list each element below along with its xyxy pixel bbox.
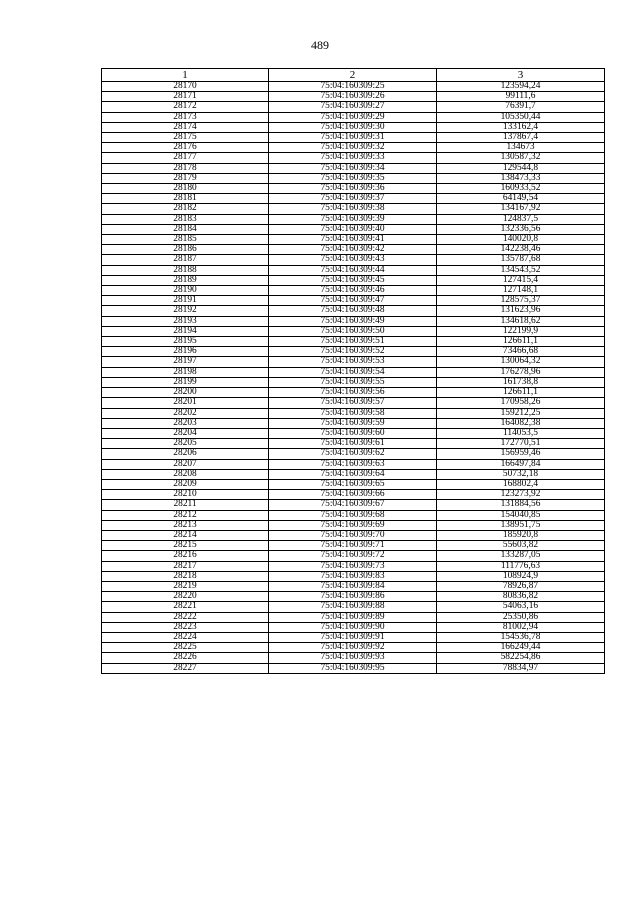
table-row [102, 347, 605, 357]
row-number-cell: 28200 [102, 388, 269, 398]
row-number-cell: 28184 [102, 224, 269, 234]
row-number-cell: 28192 [102, 306, 269, 316]
value-cell: 123273,92 [437, 490, 605, 500]
table-row [102, 102, 605, 112]
cadastral-number-cell: 75:04:160309:33 [269, 153, 437, 163]
value-cell: 132336,56 [437, 224, 605, 234]
row-number-cell: 28205 [102, 439, 269, 449]
cadastral-number-cell: 75:04:160309:62 [269, 449, 437, 459]
table-row [102, 367, 605, 377]
table-row [102, 408, 605, 418]
value-cell: 142238,46 [437, 245, 605, 255]
row-number-cell: 28188 [102, 265, 269, 275]
row-number-cell: 28170 [102, 82, 269, 92]
value-cell: 108924,9 [437, 571, 605, 581]
table-row [102, 602, 605, 612]
table-row [102, 255, 605, 265]
row-number-cell: 28201 [102, 398, 269, 408]
row-number-cell: 28202 [102, 408, 269, 418]
value-cell: 133287,05 [437, 551, 605, 561]
row-number-cell: 28206 [102, 449, 269, 459]
cadastral-number-cell: 75:04:160309:83 [269, 571, 437, 581]
row-number-cell: 28220 [102, 592, 269, 602]
cadastral-number-cell: 75:04:160309:56 [269, 388, 437, 398]
value-cell: 111776,63 [437, 561, 605, 571]
table-row [102, 571, 605, 581]
row-number-cell: 28212 [102, 510, 269, 520]
value-cell: 73466,68 [437, 347, 605, 357]
value-cell: 80836,82 [437, 592, 605, 602]
cadastral-number-cell: 75:04:160309:60 [269, 428, 437, 438]
cadastral-number-cell: 75:04:160309:27 [269, 102, 437, 112]
row-number-cell: 28196 [102, 347, 269, 357]
value-cell: 126611,1 [437, 337, 605, 347]
column-header-2: 2 [269, 69, 437, 82]
row-number-cell: 28223 [102, 622, 269, 632]
value-cell: 161738,8 [437, 377, 605, 387]
row-number-cell: 28215 [102, 541, 269, 551]
table-row [102, 592, 605, 602]
table-row [102, 398, 605, 408]
row-number-cell: 28189 [102, 275, 269, 285]
cadastral-number-cell: 75:04:160309:89 [269, 612, 437, 622]
cadastral-number-cell: 75:04:160309:91 [269, 632, 437, 642]
cadastral-number-cell: 75:04:160309:73 [269, 561, 437, 571]
row-number-cell: 28191 [102, 296, 269, 306]
table-row [102, 82, 605, 92]
value-cell: 114053,5 [437, 428, 605, 438]
value-cell: 122199,9 [437, 326, 605, 336]
cadastral-number-cell: 75:04:160309:46 [269, 286, 437, 296]
cadastral-number-cell: 75:04:160309:65 [269, 479, 437, 489]
value-cell: 133162,4 [437, 122, 605, 132]
table-row [102, 500, 605, 510]
row-number-cell: 28181 [102, 194, 269, 204]
value-cell: 134673 [437, 143, 605, 153]
cadastral-number-cell: 75:04:160309:84 [269, 581, 437, 591]
value-cell: 128575,37 [437, 296, 605, 306]
cadastral-number-cell: 75:04:160309:42 [269, 245, 437, 255]
value-cell: 138473,33 [437, 173, 605, 183]
cadastral-number-cell: 75:04:160309:50 [269, 326, 437, 336]
table-row [102, 173, 605, 183]
table-row [102, 490, 605, 500]
row-number-cell: 28176 [102, 143, 269, 153]
value-cell: 166249,44 [437, 643, 605, 653]
cadastral-number-cell: 75:04:160309:25 [269, 82, 437, 92]
table-row [102, 643, 605, 653]
row-number-cell: 28174 [102, 122, 269, 132]
row-number-cell: 28198 [102, 367, 269, 377]
cadastral-number-cell: 75:04:160309:52 [269, 347, 437, 357]
value-cell: 170958,26 [437, 398, 605, 408]
cadastral-number-cell: 75:04:160309:26 [269, 92, 437, 102]
row-number-cell: 28211 [102, 500, 269, 510]
row-number-cell: 28190 [102, 286, 269, 296]
row-number-cell: 28221 [102, 602, 269, 612]
value-cell: 78926,87 [437, 581, 605, 591]
table-row [102, 153, 605, 163]
row-number-cell: 28171 [102, 92, 269, 102]
table-row [102, 184, 605, 194]
row-number-cell: 28186 [102, 245, 269, 255]
table-row [102, 275, 605, 285]
value-cell: 131623,96 [437, 306, 605, 316]
table-row [102, 632, 605, 642]
row-number-cell: 28217 [102, 561, 269, 571]
table-row [102, 224, 605, 234]
table-row [102, 612, 605, 622]
value-cell: 140020,8 [437, 235, 605, 245]
row-number-cell: 28218 [102, 571, 269, 581]
table-row [102, 510, 605, 520]
row-number-cell: 28194 [102, 326, 269, 336]
value-cell: 54063,16 [437, 602, 605, 612]
row-number-cell: 28219 [102, 581, 269, 591]
cadastral-number-cell: 75:04:160309:47 [269, 296, 437, 306]
value-cell: 64149,54 [437, 194, 605, 204]
cadastral-number-cell: 75:04:160309:90 [269, 622, 437, 632]
cadastral-number-cell: 75:04:160309:29 [269, 112, 437, 122]
cadastral-number-cell: 75:04:160309:95 [269, 663, 437, 673]
value-cell: 160933,52 [437, 184, 605, 194]
cadastral-number-cell: 75:04:160309:37 [269, 194, 437, 204]
table-row [102, 316, 605, 326]
cadastral-number-cell: 75:04:160309:72 [269, 551, 437, 561]
table-row [102, 306, 605, 316]
table-row [102, 388, 605, 398]
cadastral-number-cell: 75:04:160309:63 [269, 459, 437, 469]
value-cell: 168802,4 [437, 479, 605, 489]
row-number-cell: 28182 [102, 204, 269, 214]
cadastral-number-cell: 75:04:160309:69 [269, 520, 437, 530]
cadastral-number-cell: 75:04:160309:92 [269, 643, 437, 653]
data-table [101, 68, 605, 674]
table-row [102, 235, 605, 245]
value-cell: 25350,86 [437, 612, 605, 622]
table-row [102, 122, 605, 132]
table-row [102, 418, 605, 428]
value-cell: 164082,38 [437, 418, 605, 428]
value-cell: 134167,92 [437, 204, 605, 214]
value-cell: 127148,1 [437, 286, 605, 296]
value-cell: 137867,4 [437, 133, 605, 143]
cadastral-number-cell: 75:04:160309:49 [269, 316, 437, 326]
table-row [102, 561, 605, 571]
table-row [102, 326, 605, 336]
value-cell: 78834,97 [437, 663, 605, 673]
row-number-cell: 28187 [102, 255, 269, 265]
value-cell: 185920,8 [437, 530, 605, 540]
table-row [102, 214, 605, 224]
cadastral-number-cell: 75:04:160309:68 [269, 510, 437, 520]
cadastral-number-cell: 75:04:160309:43 [269, 255, 437, 265]
value-cell: 582254,86 [437, 653, 605, 663]
cadastral-number-cell: 75:04:160309:66 [269, 490, 437, 500]
cadastral-number-cell: 75:04:160309:71 [269, 541, 437, 551]
row-number-cell: 28193 [102, 316, 269, 326]
table-row [102, 469, 605, 479]
value-cell: 138951,75 [437, 520, 605, 530]
table-row [102, 204, 605, 214]
cadastral-number-cell: 75:04:160309:58 [269, 408, 437, 418]
table-row [102, 428, 605, 438]
value-cell: 131884,56 [437, 500, 605, 510]
value-cell: 176278,96 [437, 367, 605, 377]
table-row [102, 520, 605, 530]
value-cell: 135787,68 [437, 255, 605, 265]
column-header-3: 3 [437, 69, 605, 82]
row-number-cell: 28203 [102, 418, 269, 428]
value-cell: 76391,7 [437, 102, 605, 112]
cadastral-number-cell: 75:04:160309:86 [269, 592, 437, 602]
cadastral-number-cell: 75:04:160309:59 [269, 418, 437, 428]
cadastral-number-cell: 75:04:160309:70 [269, 530, 437, 540]
value-cell: 55603,82 [437, 541, 605, 551]
cadastral-number-cell: 75:04:160309:45 [269, 275, 437, 285]
row-number-cell: 28175 [102, 133, 269, 143]
table-row [102, 133, 605, 143]
row-number-cell: 28226 [102, 653, 269, 663]
row-number-cell: 28177 [102, 153, 269, 163]
table-header [102, 69, 605, 82]
row-number-cell: 28225 [102, 643, 269, 653]
value-cell: 134618,62 [437, 316, 605, 326]
value-cell: 50732,18 [437, 469, 605, 479]
row-number-cell: 28216 [102, 551, 269, 561]
table-row [102, 449, 605, 459]
cadastral-number-cell: 75:04:160309:55 [269, 377, 437, 387]
value-cell: 154040,85 [437, 510, 605, 520]
table-row [102, 194, 605, 204]
row-number-cell: 28197 [102, 357, 269, 367]
row-number-cell: 28185 [102, 235, 269, 245]
cadastral-number-cell: 75:04:160309:44 [269, 265, 437, 275]
table-row [102, 143, 605, 153]
cadastral-number-cell: 75:04:160309:93 [269, 653, 437, 663]
row-number-cell: 28195 [102, 337, 269, 347]
row-number-cell: 28207 [102, 459, 269, 469]
cadastral-number-cell: 75:04:160309:53 [269, 357, 437, 367]
table-row [102, 459, 605, 469]
table-row [102, 337, 605, 347]
table-row [102, 296, 605, 306]
table-row [102, 163, 605, 173]
table-row [102, 245, 605, 255]
value-cell: 172770,51 [437, 439, 605, 449]
value-cell: 81002,94 [437, 622, 605, 632]
table-row [102, 541, 605, 551]
value-cell: 130064,32 [437, 357, 605, 367]
cadastral-number-cell: 75:04:160309:64 [269, 469, 437, 479]
table-row [102, 357, 605, 367]
value-cell: 99111,6 [437, 92, 605, 102]
row-number-cell: 28209 [102, 479, 269, 489]
table-body [102, 82, 605, 674]
cadastral-number-cell: 75:04:160309:67 [269, 500, 437, 510]
cadastral-number-cell: 75:04:160309:39 [269, 214, 437, 224]
value-cell: 105350,44 [437, 112, 605, 122]
row-number-cell: 28208 [102, 469, 269, 479]
table-row [102, 92, 605, 102]
row-number-cell: 28173 [102, 112, 269, 122]
cadastral-number-cell: 75:04:160309:61 [269, 439, 437, 449]
value-cell: 123594,24 [437, 82, 605, 92]
table-row [102, 439, 605, 449]
cadastral-number-cell: 75:04:160309:54 [269, 367, 437, 377]
value-cell: 129544,8 [437, 163, 605, 173]
table-row [102, 622, 605, 632]
value-cell: 156959,46 [437, 449, 605, 459]
table-row [102, 479, 605, 489]
cadastral-number-cell: 75:04:160309:57 [269, 398, 437, 408]
value-cell: 166497,84 [437, 459, 605, 469]
value-cell: 159212,25 [437, 408, 605, 418]
cadastral-number-cell: 75:04:160309:40 [269, 224, 437, 234]
table-row [102, 112, 605, 122]
value-cell: 154536,78 [437, 632, 605, 642]
cadastral-number-cell: 75:04:160309:31 [269, 133, 437, 143]
row-number-cell: 28180 [102, 184, 269, 194]
value-cell: 130587,32 [437, 153, 605, 163]
cadastral-number-cell: 75:04:160309:30 [269, 122, 437, 132]
row-number-cell: 28214 [102, 530, 269, 540]
cadastral-number-cell: 75:04:160309:88 [269, 602, 437, 612]
value-cell: 127415,4 [437, 275, 605, 285]
page-number: 489 [311, 38, 329, 52]
row-number-cell: 28210 [102, 490, 269, 500]
table-row [102, 377, 605, 387]
cadastral-number-cell: 75:04:160309:41 [269, 235, 437, 245]
value-cell: 126611,1 [437, 388, 605, 398]
table-row [102, 286, 605, 296]
header-row [102, 69, 605, 82]
row-number-cell: 28183 [102, 214, 269, 224]
cadastral-number-cell: 75:04:160309:35 [269, 173, 437, 183]
table-row [102, 653, 605, 663]
cadastral-number-cell: 75:04:160309:34 [269, 163, 437, 173]
table-row [102, 530, 605, 540]
column-header-1: 1 [102, 69, 269, 82]
table-row [102, 551, 605, 561]
cadastral-number-cell: 75:04:160309:38 [269, 204, 437, 214]
row-number-cell: 28199 [102, 377, 269, 387]
row-number-cell: 28213 [102, 520, 269, 530]
row-number-cell: 28172 [102, 102, 269, 112]
table-row [102, 265, 605, 275]
row-number-cell: 28222 [102, 612, 269, 622]
row-number-cell: 28227 [102, 663, 269, 673]
value-cell: 124837,5 [437, 214, 605, 224]
row-number-cell: 28204 [102, 428, 269, 438]
cadastral-number-cell: 75:04:160309:51 [269, 337, 437, 347]
table-row [102, 581, 605, 591]
row-number-cell: 28224 [102, 632, 269, 642]
cadastral-number-cell: 75:04:160309:48 [269, 306, 437, 316]
cadastral-number-cell: 75:04:160309:32 [269, 143, 437, 153]
value-cell: 134543,52 [437, 265, 605, 275]
table-row [102, 663, 605, 673]
row-number-cell: 28178 [102, 163, 269, 173]
row-number-cell: 28179 [102, 173, 269, 183]
cadastral-number-cell: 75:04:160309:36 [269, 184, 437, 194]
